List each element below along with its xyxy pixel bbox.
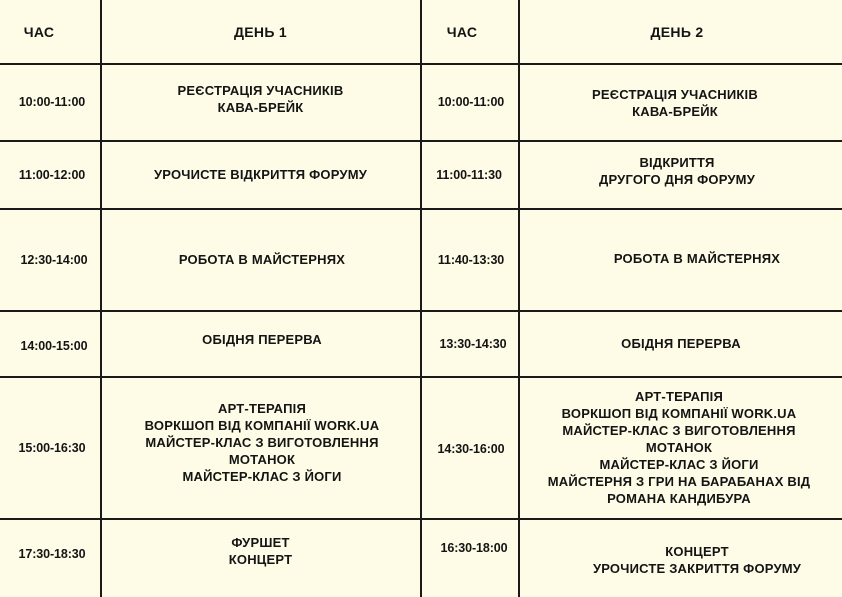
event-line: РОМАНА КАНДИБУРА <box>607 491 751 506</box>
time-cell-day2: 11:40-13:30 <box>437 252 505 267</box>
event-line: РОБОТА В МАЙСТЕРНЯХ <box>178 252 346 267</box>
header-time-day2: ЧАС <box>446 23 478 40</box>
event-line: МАЙСТЕР-КЛАС З ЙОГИ <box>599 457 759 472</box>
event-line: МАЙСТЕР-КЛАС З ЙОГИ <box>182 469 342 484</box>
event-line: ФУРШЕТ <box>231 535 290 550</box>
time-cell-day1: 12:30-14:00 <box>20 252 88 267</box>
event-line: МОТАНОК <box>228 452 296 467</box>
time-cell-day2: 13:30-14:30 <box>439 336 507 351</box>
event-cell-day2 <box>519 209 842 310</box>
event-cell-day2 <box>519 141 835 208</box>
time-cell-day1: 14:00-15:00 <box>20 338 88 353</box>
time-cell-day2: 11:00-11:30 <box>436 167 502 182</box>
event-cell-day1 <box>101 141 420 208</box>
event-line: КАВА-БРЕЙК <box>217 100 304 115</box>
time-cell-day2: 10:00-11:00 <box>437 95 505 109</box>
event-line: КОНЦЕРТ <box>228 552 293 567</box>
time-cell-day2: 14:30-16:00 <box>437 441 505 456</box>
event-cell-day2 <box>519 64 831 140</box>
event-line: УРОЧИСТЕ ЗАКРИТТЯ ФОРУМУ <box>592 561 802 576</box>
event-cell-day2 <box>519 311 842 376</box>
header-day1: ДЕНЬ 1 <box>234 23 287 40</box>
event-line: АРТ-ТЕРАПІЯ <box>217 401 306 416</box>
event-cell-day2 <box>519 519 842 589</box>
event-line: МОТАНОК <box>645 440 713 455</box>
event-cell-day1 <box>101 64 420 140</box>
event-line: ОБІДНЯ ПЕРЕРВА <box>202 332 322 347</box>
event-cell-day1 <box>101 311 423 376</box>
header-time-day1: ЧАС <box>23 23 55 40</box>
time-cell-day1: 15:00-16:30 <box>18 440 86 455</box>
event-cell-day1 <box>101 377 423 518</box>
event-line: МАЙСТЕР-КЛАС З ВИГОТОВЛЕННЯ <box>562 423 796 438</box>
time-cell-day1: 17:30-18:30 <box>18 547 86 561</box>
event-line: ВОРКШОП ВІД КОМПАНІЇ WORK.UA <box>561 406 797 421</box>
event-line: КОНЦЕРТ <box>665 544 729 559</box>
event-line: МАЙСТЕР-КЛАС З ВИГОТОВЛЕННЯ <box>145 435 379 450</box>
time-cell-day1: 11:00-12:00 <box>18 167 86 182</box>
event-line: РЕЄСТРАЦІЯ УЧАСНИКІВ <box>177 83 344 98</box>
event-line: РОБОТА В МАЙСТЕРНЯХ <box>613 251 781 266</box>
event-line: КАВА-БРЕЙК <box>632 104 718 119</box>
event-cell-day2 <box>519 377 839 518</box>
header-day2: ДЕНЬ 2 <box>650 23 704 40</box>
event-line: УРОЧИСТЕ ВІДКРИТТЯ ФОРУМУ <box>153 167 368 182</box>
event-line: МАЙСТЕРНЯ З ГРИ НА БАРАБАНАХ ВІД <box>547 474 811 489</box>
event-line: ДРУГОГО ДНЯ ФОРУМУ <box>599 171 755 187</box>
event-line: РЕЄСТРАЦІЯ УЧАСНИКІВ <box>592 87 758 102</box>
event-cell-day1 <box>101 519 420 589</box>
time-cell-day2: 16:30-18:00 <box>440 541 508 555</box>
event-line: ОБІДНЯ ПЕРЕРВА <box>621 336 741 351</box>
event-line: ВОРКШОП ВІД КОМПАНІЇ WORK.UA <box>144 418 380 433</box>
event-line: ВІДКРИТТЯ <box>639 154 715 170</box>
time-cell-day1: 10:00-11:00 <box>18 95 86 109</box>
event-cell-day1 <box>101 209 423 310</box>
event-line: АРТ-ТЕРАПІЯ <box>634 389 723 404</box>
